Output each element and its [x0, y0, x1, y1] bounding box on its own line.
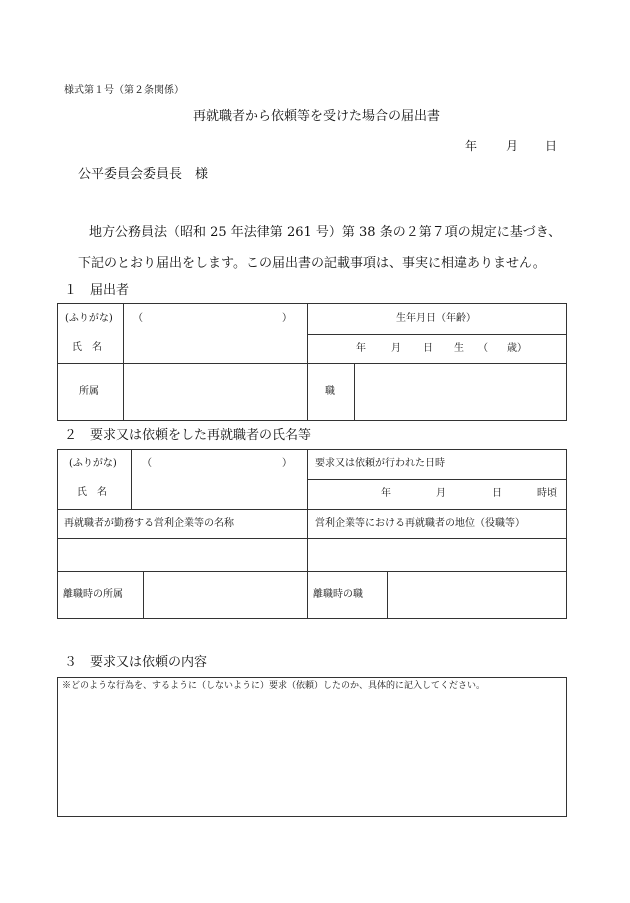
section1-birth-month: 月 [391, 343, 401, 354]
section3-heading: ３ 要求又は依頼の内容 [64, 655, 208, 670]
section2-name-field[interactable] [134, 481, 304, 506]
section1-divider-h2 [57, 363, 567, 364]
section1-divider-v1 [123, 303, 124, 421]
section2-company-label: 再就職者が勤務する営利企業等の名称 [64, 518, 234, 529]
section2-name-label: 氏 名 [77, 487, 107, 498]
section1-birth-label: 生年月日（年齢） [396, 313, 476, 324]
section2-company-field[interactable] [60, 541, 304, 568]
section2-position-field[interactable] [310, 541, 564, 568]
date-month-label: 月 [506, 139, 519, 153]
section2-furigana-open: （ [142, 458, 152, 469]
section1-divider-v3 [354, 363, 355, 421]
section1-name-label: 氏 名 [72, 342, 102, 353]
section2-divider-h2 [57, 509, 567, 510]
section1-birth-born: 生 [454, 343, 464, 354]
section1-divider-h1 [307, 334, 567, 335]
section2-divider-v3 [143, 571, 144, 619]
section2-datetime-label: 要求又は依頼が行われた日時 [315, 458, 445, 469]
section1-furigana-label: (ふりがな) [65, 313, 113, 324]
section2-leave-affiliation-field[interactable] [146, 574, 304, 616]
section1-affiliation-field[interactable] [126, 366, 304, 418]
section1-divider-v2 [307, 303, 308, 421]
section1-post-field[interactable] [357, 366, 564, 418]
section1-name-field[interactable] [126, 336, 304, 360]
section2-divider-h3 [57, 538, 567, 539]
section1-post-label: 職 [325, 386, 335, 397]
section1-birth-year: 年 [356, 343, 366, 354]
body-text-line1: 地方公務員法（昭和 25 年法律第 261 号）第 38 条の２第７項の規定に基づき、 [89, 225, 562, 240]
section1-age-open: （ [478, 343, 488, 354]
section2-heading: ２ 要求又は依頼をした再就職者の氏名等 [64, 428, 312, 443]
form-title: 再就職者から依頼等を受けた場合の届出書 [193, 109, 441, 124]
section1-furigana-close: ） [282, 313, 292, 324]
section2-leave-post-field[interactable] [390, 574, 564, 616]
section2-divider-h4 [57, 571, 567, 572]
section1-heading: １ 届出者 [64, 283, 130, 298]
section2-position-label: 営利企業等における再就職者の地位（役職等） [315, 518, 525, 529]
section2-furigana-label: (ふりがな) [69, 458, 117, 469]
body-text-line2: 下記のとおり届出をします。この届出書の記載事項は、事実に相違ありません。 [78, 256, 546, 271]
section2-leave-affiliation-label: 離職時の所属 [63, 589, 123, 600]
section1-birth-day: 日 [423, 343, 433, 354]
section2-dt-day: 日 [492, 488, 502, 499]
section2-divider-h1 [307, 479, 567, 480]
section3-note: ※どのような行為を、するように（しないように）要求（依頼）したのか、具体的に記入してください。 [62, 681, 486, 691]
section2-furigana-close: ） [282, 458, 292, 469]
section1-age-close: 歳） [507, 343, 527, 354]
section3-content-box[interactable] [57, 677, 567, 817]
section2-divider-v4 [387, 571, 388, 619]
section2-divider-v2 [307, 449, 308, 619]
form-number: 様式第１号（第２条関係） [64, 85, 184, 96]
addressee: 公平委員会委員長 様 [78, 167, 209, 182]
date-day-label: 日 [545, 139, 558, 153]
section1-furigana-open: （ [133, 313, 143, 324]
section2-furigana-field[interactable] [157, 455, 279, 473]
section1-furigana-field[interactable] [148, 310, 278, 328]
section1-affiliation-label: 所属 [79, 386, 99, 397]
section2-dt-time: 時頃 [537, 488, 557, 499]
section2-dt-year: 年 [381, 488, 391, 499]
date-year-label: 年 [465, 139, 478, 153]
section2-leave-post-label: 離職時の職 [313, 589, 363, 600]
section2-divider-v1 [131, 449, 132, 509]
section2-dt-month: 月 [436, 488, 446, 499]
